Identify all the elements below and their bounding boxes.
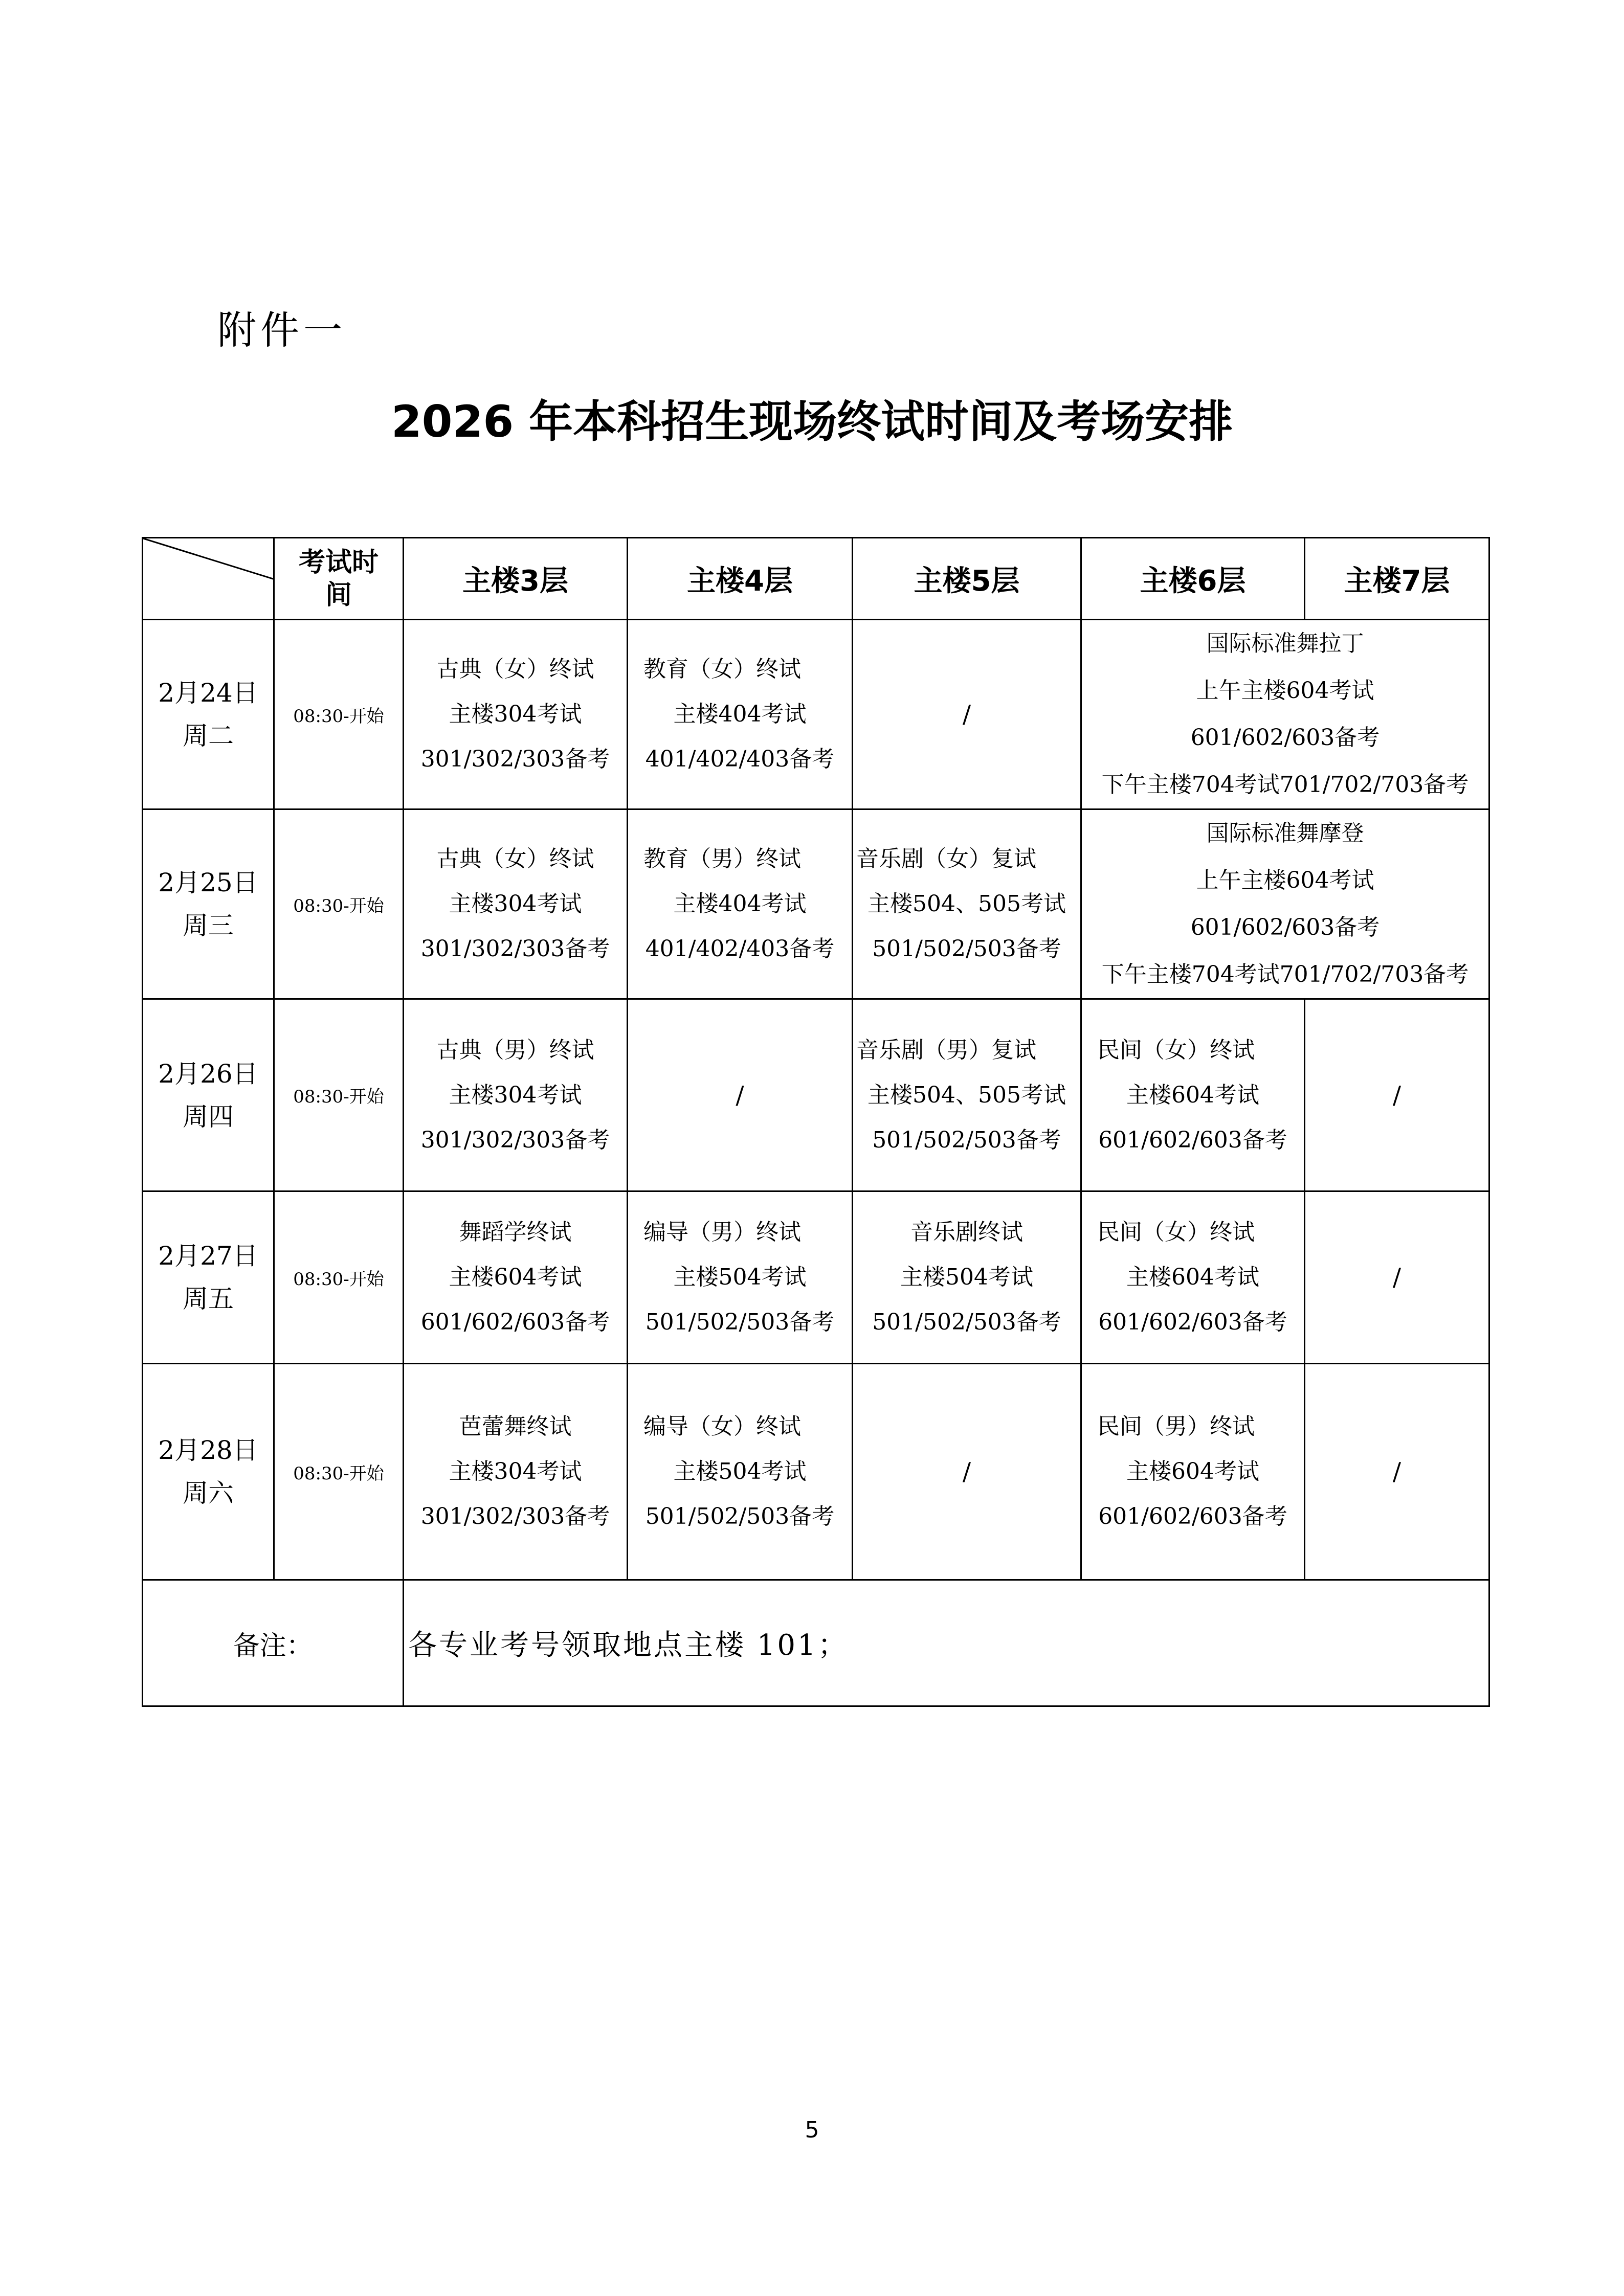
afternoon-rooms: 下午主楼704考试701/702/703备考	[1101, 772, 1469, 798]
schedule-table	[142, 537, 1490, 1707]
floor6-7-merged-cell	[1081, 809, 1489, 999]
exam-subject: 音乐剧（男）复试	[856, 1037, 1036, 1063]
exam-room: 主楼504、505考试	[867, 891, 1066, 917]
header-floor-7: 主楼7层	[1305, 538, 1489, 620]
floor7-cell-empty: /	[1305, 999, 1489, 1191]
floor4-cell-empty: /	[628, 999, 853, 1191]
exam-subject: 音乐剧终试	[910, 1219, 1023, 1245]
exam-subject: 古典（女）终试	[436, 656, 594, 682]
exam-subject: 民间（男）终试	[1097, 1413, 1255, 1439]
floor6-cell	[1081, 1364, 1305, 1580]
time-cell: 08:30-开始	[274, 620, 404, 809]
floor5-cell-empty: /	[853, 1364, 1081, 1580]
standby-rooms: 601/602/603备考	[1098, 1503, 1287, 1529]
weekday: 周五	[183, 1284, 234, 1314]
exam-subject: 教育（女）终试	[643, 656, 801, 682]
header-floor-5: 主楼5层	[853, 538, 1081, 620]
table-row	[143, 1364, 1489, 1580]
corner-diagonal-cell	[143, 538, 274, 620]
time-cell: 08:30-开始	[274, 1364, 404, 1580]
exam-subject: 民间（女）终试	[1097, 1037, 1255, 1063]
exam-subject: 国际标准舞摩登	[1206, 820, 1364, 846]
exam-subject: 国际标准舞拉丁	[1206, 631, 1364, 657]
table-row	[143, 620, 1489, 809]
exam-room: 主楼504、505考试	[867, 1082, 1066, 1108]
floor3-cell	[404, 809, 628, 999]
exam-subject: 古典（男）终试	[436, 1037, 594, 1063]
morning-exam-room: 上午主楼604考试	[1196, 867, 1374, 893]
exam-subject: 舞蹈学终试	[459, 1219, 572, 1245]
diagonal-line	[143, 538, 274, 620]
exam-room: 主楼604考试	[1126, 1082, 1259, 1108]
afternoon-rooms: 下午主楼704考试701/702/703备考	[1101, 961, 1469, 987]
exam-subject: 教育（男）终试	[643, 846, 801, 872]
exam-room: 主楼604考试	[449, 1264, 582, 1290]
standby-rooms: 501/502/503备考	[872, 1309, 1061, 1335]
floor4-cell	[628, 620, 853, 809]
table-row	[143, 1191, 1489, 1364]
exam-room: 主楼504考试	[900, 1264, 1033, 1290]
weekday: 周四	[183, 1101, 234, 1132]
exam-room: 主楼504考试	[673, 1264, 807, 1290]
date: 2月26日	[158, 1059, 258, 1089]
floor7-cell-empty: /	[1305, 1191, 1489, 1364]
floor5-cell	[853, 999, 1081, 1191]
exam-subject: 编导（女）终试	[643, 1413, 801, 1439]
date: 2月25日	[158, 868, 258, 897]
date-cell	[143, 999, 274, 1191]
page-title: 2026 年本科招生现场终试时间及考场安排	[391, 396, 1233, 447]
date-cell	[143, 1191, 274, 1364]
standby-rooms: 301/302/303备考	[420, 1503, 610, 1529]
header-row	[143, 538, 1489, 620]
date: 2月27日	[158, 1241, 258, 1271]
standby-rooms: 301/302/303备考	[420, 936, 610, 962]
exam-room: 主楼304考试	[449, 1082, 582, 1108]
note-text: 各专业考号领取地点主楼 101；	[404, 1580, 1489, 1706]
standby-rooms: 301/302/303备考	[420, 1127, 610, 1153]
standby-rooms: 501/502/503备考	[645, 1309, 835, 1335]
table-row	[143, 809, 1489, 999]
date: 2月28日	[158, 1435, 258, 1465]
header-floor-3: 主楼3层	[404, 538, 628, 620]
exam-room: 主楼304考试	[449, 701, 582, 727]
floor3-cell	[404, 1364, 628, 1580]
time-cell: 08:30-开始	[274, 809, 404, 999]
time-cell: 08:30-开始	[274, 1191, 404, 1364]
floor5-cell	[853, 1191, 1081, 1364]
date-cell	[143, 1364, 274, 1580]
floor3-cell	[404, 1191, 628, 1364]
floor3-cell	[404, 999, 628, 1191]
exam-room: 主楼404考试	[673, 891, 807, 917]
floor4-cell	[628, 1364, 853, 1580]
standby-rooms: 401/402/403备考	[645, 746, 835, 772]
morning-standby-rooms: 601/602/603备考	[1190, 725, 1380, 751]
header-exam-time-line1: 考试时	[298, 547, 379, 578]
exam-subject: 古典（女）终试	[436, 846, 594, 872]
floor6-7-merged-cell	[1081, 620, 1489, 809]
standby-rooms: 501/502/503备考	[645, 1503, 835, 1529]
floor4-cell	[628, 809, 853, 999]
floor5-cell	[853, 809, 1081, 999]
table-row	[143, 999, 1489, 1191]
weekday: 周二	[183, 721, 234, 751]
page-number: 5	[805, 2117, 819, 2143]
standby-rooms: 501/502/503备考	[872, 1127, 1061, 1153]
floor6-cell	[1081, 999, 1305, 1191]
note-row	[143, 1580, 1489, 1706]
exam-room: 主楼304考试	[449, 891, 582, 917]
date-cell	[143, 809, 274, 999]
header-exam-time-line2: 间	[325, 579, 352, 611]
date: 2月24日	[158, 678, 258, 708]
date-cell	[143, 620, 274, 809]
header-floor-4: 主楼4层	[628, 538, 853, 620]
standby-rooms: 601/602/603备考	[1098, 1309, 1287, 1335]
exam-room: 主楼404考试	[673, 701, 807, 727]
standby-rooms: 401/402/403备考	[645, 936, 835, 962]
floor5-cell-empty: /	[853, 620, 1081, 809]
exam-room: 主楼304考试	[449, 1458, 582, 1484]
weekday: 周六	[183, 1478, 234, 1508]
floor6-cell	[1081, 1191, 1305, 1364]
standby-rooms: 601/602/603备考	[1098, 1127, 1287, 1153]
weekday: 周三	[183, 911, 234, 940]
exam-room: 主楼504考试	[673, 1458, 807, 1484]
floor3-cell	[404, 620, 628, 809]
exam-subject: 编导（男）终试	[643, 1219, 801, 1245]
standby-rooms: 601/602/603备考	[420, 1309, 610, 1335]
standby-rooms: 301/302/303备考	[420, 746, 610, 772]
exam-subject: 民间（女）终试	[1097, 1219, 1255, 1245]
time-cell: 08:30-开始	[274, 999, 404, 1191]
exam-subject: 芭蕾舞终试	[459, 1413, 572, 1439]
note-label: 备注：	[143, 1580, 404, 1706]
morning-exam-room: 上午主楼604考试	[1196, 678, 1374, 704]
floor7-cell-empty: /	[1305, 1364, 1489, 1580]
exam-subject: 音乐剧（女）复试	[856, 846, 1036, 872]
standby-rooms: 501/502/503备考	[872, 936, 1061, 962]
morning-standby-rooms: 601/602/603备考	[1190, 914, 1380, 940]
exam-room: 主楼604考试	[1126, 1458, 1259, 1484]
header-floor-6: 主楼6层	[1081, 538, 1305, 620]
attachment-label: 附件一	[217, 307, 346, 353]
header-exam-time	[274, 538, 404, 620]
exam-room: 主楼604考试	[1126, 1264, 1259, 1290]
floor4-cell	[628, 1191, 853, 1364]
